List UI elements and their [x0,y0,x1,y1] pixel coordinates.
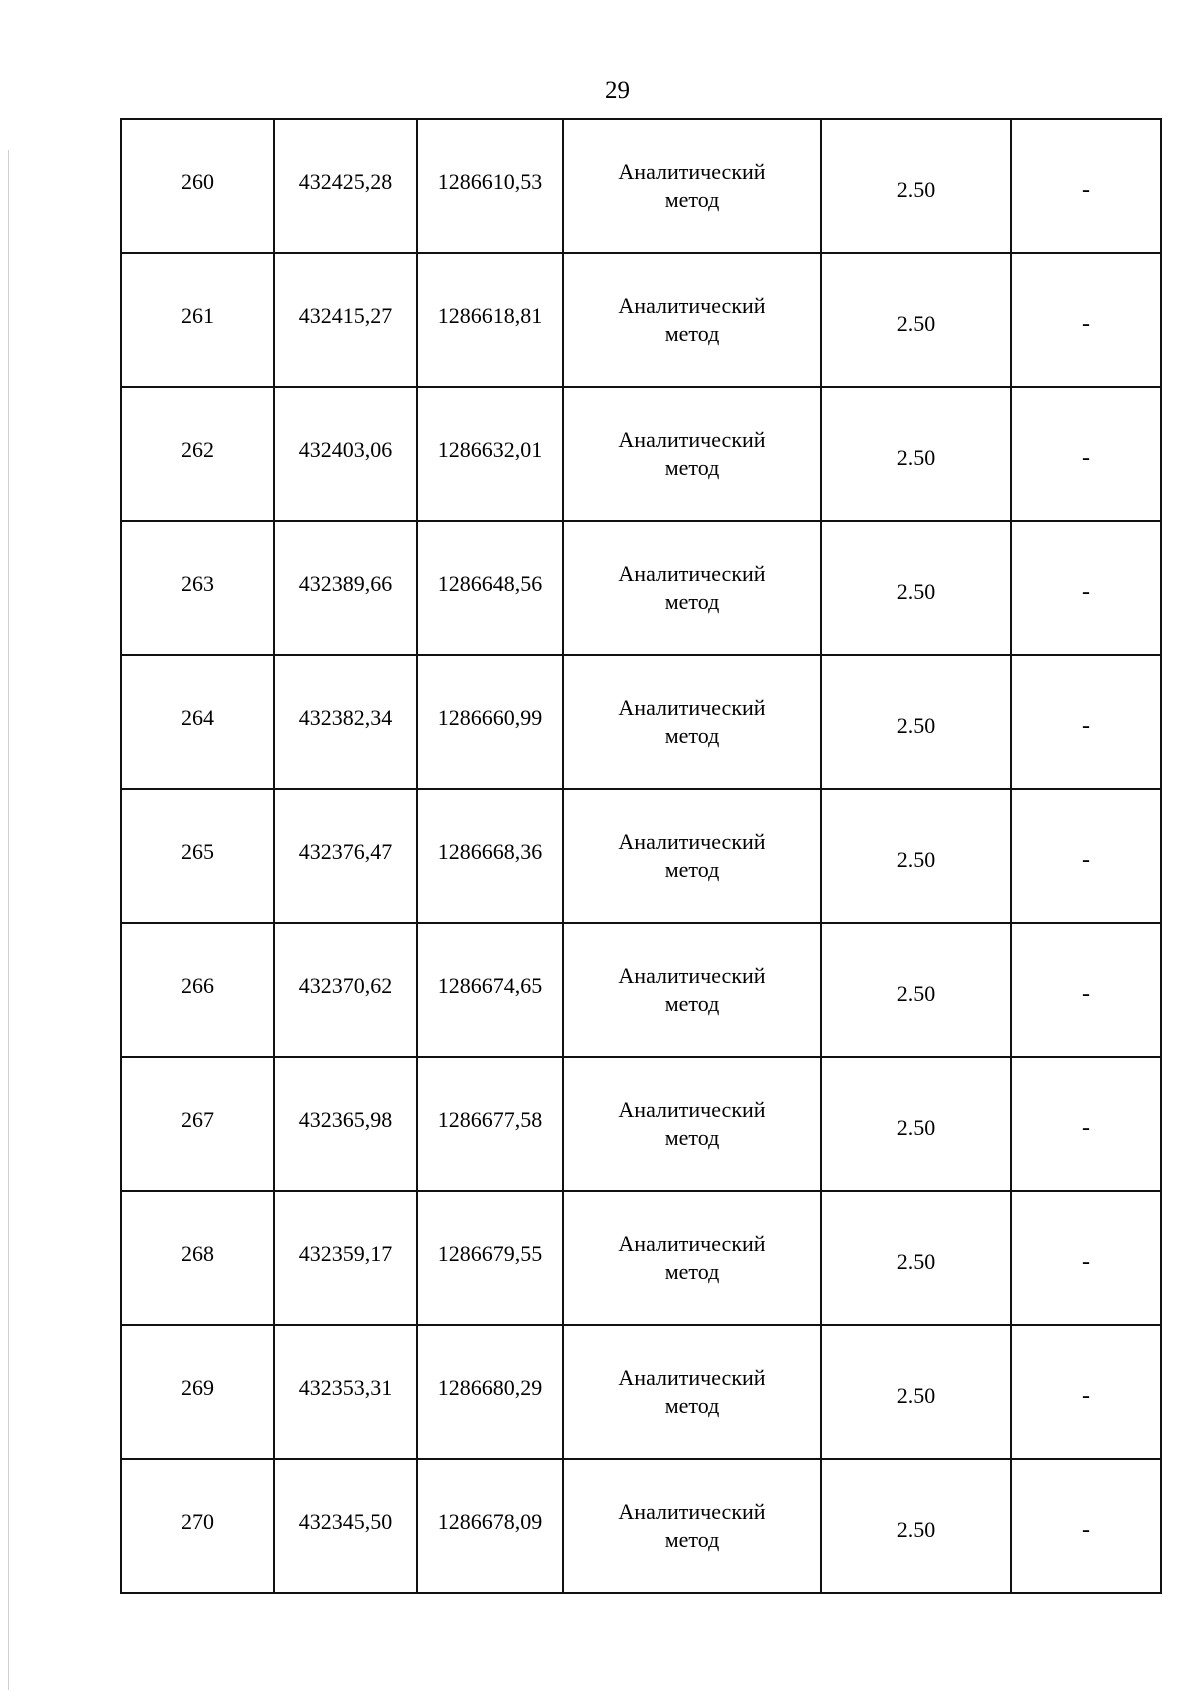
coordinates-table-body [121,119,1161,1593]
point-number-cell: 267 [121,1057,274,1191]
method-line-2: метод [664,1125,720,1150]
method-cell [563,789,821,923]
note-cell: - [1011,1191,1161,1325]
accuracy-cell: 2.50 [821,1459,1011,1593]
method-line-1: Аналитический [618,561,766,586]
table-row [121,1459,1161,1593]
method-line-1: Аналитический [618,1231,766,1256]
x-coordinate-cell: 432415,27 [274,253,417,387]
table-row [121,655,1161,789]
y-coordinate-cell: 1286660,99 [417,655,563,789]
y-coordinate-cell: 1286618,81 [417,253,563,387]
method-line-1: Аналитический [618,1365,766,1390]
method-cell [563,387,821,521]
method-line-2: метод [664,1527,720,1552]
note-cell: - [1011,119,1161,253]
note-cell: - [1011,253,1161,387]
method-cell [563,521,821,655]
accuracy-cell: 2.50 [821,655,1011,789]
method-line-1: Аналитический [618,829,766,854]
page-number: 29 [605,77,630,104]
point-number-cell: 266 [121,923,274,1057]
accuracy-cell: 2.50 [821,119,1011,253]
method-line-2: метод [664,857,720,882]
y-coordinate-cell: 1286678,09 [417,1459,563,1593]
method-line-1: Аналитический [618,427,766,452]
y-coordinate-cell: 1286680,29 [417,1325,563,1459]
note-cell: - [1011,1325,1161,1459]
method-line-1: Аналитический [618,293,766,318]
method-line-2: метод [664,1393,720,1418]
method-line-1: Аналитический [618,963,766,988]
point-number-cell: 260 [121,119,274,253]
x-coordinate-cell: 432425,28 [274,119,417,253]
scan-margin-line [8,150,9,1690]
y-coordinate-cell: 1286648,56 [417,521,563,655]
table-row [121,1057,1161,1191]
method-line-2: метод [664,187,720,212]
point-number-cell: 264 [121,655,274,789]
method-cell [563,1459,821,1593]
point-number-cell: 263 [121,521,274,655]
note-cell: - [1011,923,1161,1057]
point-number-cell: 265 [121,789,274,923]
note-cell: - [1011,521,1161,655]
x-coordinate-cell: 432365,98 [274,1057,417,1191]
table-row [121,1191,1161,1325]
table-row [121,387,1161,521]
table-row [121,119,1161,253]
x-coordinate-cell: 432389,66 [274,521,417,655]
method-line-2: метод [664,455,720,480]
note-cell: - [1011,789,1161,923]
x-coordinate-cell: 432376,47 [274,789,417,923]
table-row [121,521,1161,655]
x-coordinate-cell: 432370,62 [274,923,417,1057]
point-number-cell: 269 [121,1325,274,1459]
x-coordinate-cell: 432382,34 [274,655,417,789]
table-row [121,253,1161,387]
x-coordinate-cell: 432353,31 [274,1325,417,1459]
table-row [121,1325,1161,1459]
y-coordinate-cell: 1286632,01 [417,387,563,521]
method-cell [563,1057,821,1191]
y-coordinate-cell: 1286677,58 [417,1057,563,1191]
accuracy-cell: 2.50 [821,923,1011,1057]
method-line-2: метод [664,723,720,748]
accuracy-cell: 2.50 [821,1325,1011,1459]
method-cell [563,1191,821,1325]
accuracy-cell: 2.50 [821,1057,1011,1191]
accuracy-cell: 2.50 [821,521,1011,655]
method-line-1: Аналитический [618,695,766,720]
method-line-1: Аналитический [618,1097,766,1122]
table-row [121,923,1161,1057]
accuracy-cell: 2.50 [821,1191,1011,1325]
note-cell: - [1011,1057,1161,1191]
y-coordinate-cell: 1286668,36 [417,789,563,923]
point-number-cell: 268 [121,1191,274,1325]
accuracy-cell: 2.50 [821,789,1011,923]
method-cell [563,655,821,789]
method-line-2: метод [664,991,720,1016]
accuracy-cell: 2.50 [821,253,1011,387]
method-line-1: Аналитический [618,1499,766,1524]
x-coordinate-cell: 432345,50 [274,1459,417,1593]
point-number-cell: 270 [121,1459,274,1593]
method-line-1: Аналитический [618,159,766,184]
y-coordinate-cell: 1286674,65 [417,923,563,1057]
note-cell: - [1011,387,1161,521]
note-cell: - [1011,655,1161,789]
method-line-2: метод [664,589,720,614]
point-number-cell: 261 [121,253,274,387]
y-coordinate-cell: 1286610,53 [417,119,563,253]
coordinates-table [120,118,1162,1594]
x-coordinate-cell: 432403,06 [274,387,417,521]
method-cell [563,1325,821,1459]
method-cell [563,119,821,253]
accuracy-cell: 2.50 [821,387,1011,521]
table-row [121,789,1161,923]
method-cell [563,253,821,387]
method-cell [563,923,821,1057]
method-line-2: метод [664,321,720,346]
point-number-cell: 262 [121,387,274,521]
x-coordinate-cell: 432359,17 [274,1191,417,1325]
method-line-2: метод [664,1259,720,1284]
note-cell: - [1011,1459,1161,1593]
y-coordinate-cell: 1286679,55 [417,1191,563,1325]
